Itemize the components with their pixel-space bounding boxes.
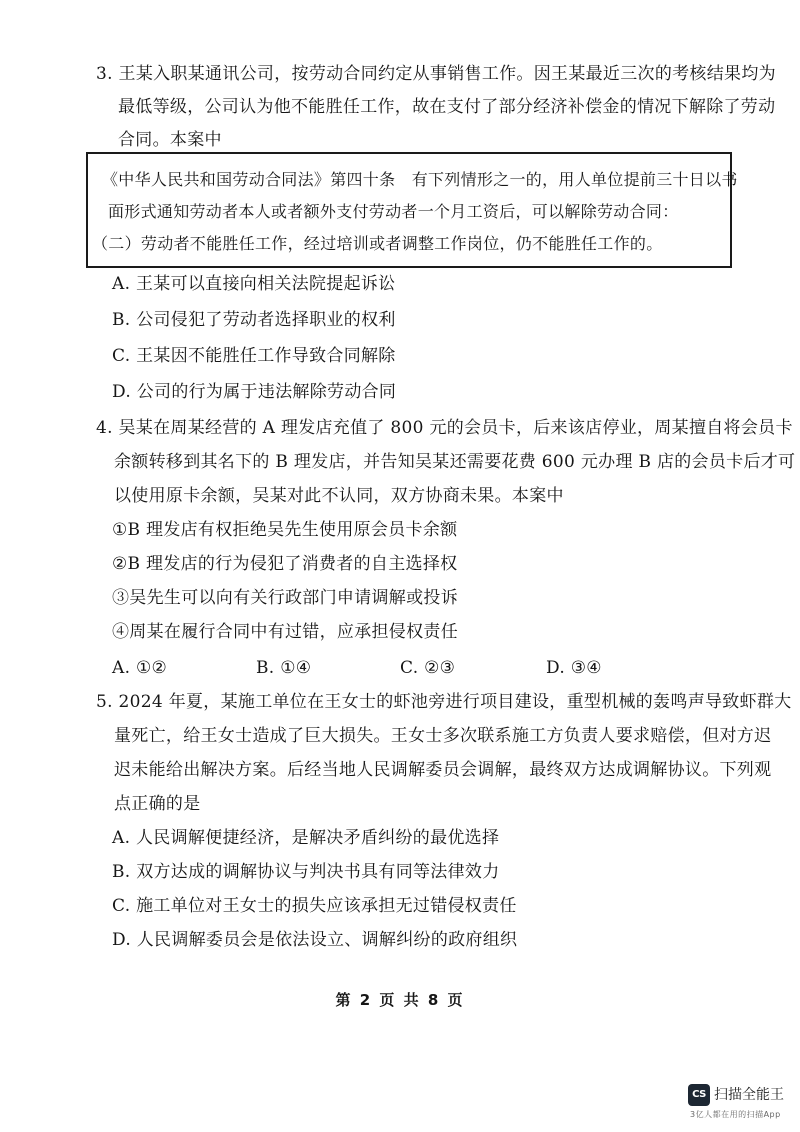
question-5-line-2: 量死亡，给王女士造成了巨大损失。王女士多次联系施工方负责人要求赔偿，但对方迟 <box>114 726 772 746</box>
law-quote-line-3: （二）劳动者不能胜任工作，经过培训或者调整工作岗位，仍不能胜任工作的。 <box>92 234 663 253</box>
question-4-statement-3: ③吴先生可以向有关行政部门申请调解或投诉 <box>112 588 458 608</box>
law-quote-line-2: 面形式通知劳动者本人或者额外支付劳动者一个月工资后，可以解除劳动合同： <box>108 202 679 221</box>
question-4-line-3: 以使用原卡余额，吴某对此不认同，双方协商未果。本案中 <box>114 486 564 506</box>
scanner-watermark <box>688 1084 798 1130</box>
question-3-option-d: D. 公司的行为属于违法解除劳动合同 <box>112 382 397 402</box>
question-3-line-2: 最低等级，公司认为他不能胜任工作，故在支付了部分经济补偿金的情况下解除了劳动 <box>118 97 776 117</box>
question-5-option-b: B. 双方达成的调解协议与判决书具有同等法律效力 <box>112 862 500 882</box>
watermark-title: 扫描全能王 <box>714 1087 784 1103</box>
question-5-line-4: 点正确的是 <box>114 794 201 814</box>
question-4-option-b: B. ①④ <box>256 658 312 678</box>
law-quote-box <box>86 152 738 268</box>
question-3-option-a: A. 王某可以直接向相关法院提起诉讼 <box>112 274 396 294</box>
question-4-option-d: D. ③④ <box>546 658 602 678</box>
camscanner-logo-icon: CS <box>688 1084 710 1106</box>
question-5-line-3: 迟未能给出解决方案。后经当地人民调解委员会调解，最终双方达成调解协议。下列观 <box>114 760 772 780</box>
question-3-option-c: C. 王某因不能胜任工作导致合同解除 <box>112 346 396 366</box>
question-4-line-1: 4. 吴某在周某经营的 A 理发店充值了 800 元的会员卡，后来该店停业，周某擅自将会员卡 <box>96 418 793 438</box>
law-quote-line-1: 《中华人民共和国劳动合同法》第四十条 有下列情形之一的，用人单位提前三十日以书 <box>102 170 738 189</box>
question-5-option-c: C. 施工单位对王女士的损失应该承担无过错侵权责任 <box>112 896 517 916</box>
question-4-statement-2: ②B 理发店的行为侵犯了消费者的自主选择权 <box>112 554 458 574</box>
question-4-option-c: C. ②③ <box>400 658 456 678</box>
question-5-option-d: D. 人民调解委员会是依法设立、调解纠纷的政府组织 <box>112 930 518 950</box>
question-4-statement-4: ④周某在履行合同中有过错，应承担侵权责任 <box>112 622 458 642</box>
question-4-option-a: A. ①② <box>112 658 168 678</box>
question-3-option-b: B. 公司侵犯了劳动者选择职业的权利 <box>112 310 396 330</box>
page-number: 第 2 页 共 8 页 <box>335 991 465 1009</box>
question-3-line-3: 合同。本案中 <box>118 130 222 150</box>
question-4-line-2: 余额转移到其名下的 B 理发店，并告知吴某还需要花费 600 元办理 B 店的会员卡后才可 <box>114 452 796 472</box>
watermark-subtitle: 3亿人都在用的扫描App <box>690 1110 781 1119</box>
question-5-line-1: 5. 2024 年夏，某施工单位在王女士的虾池旁进行项目建设，重型机械的轰鸣声导致虾群大 <box>96 692 792 712</box>
question-3-line-1: 3. 王某入职某通讯公司，按劳动合同约定从事销售工作。因王某最近三次的考核结果均为 <box>96 64 776 84</box>
question-4-statement-1: ①B 理发店有权拒绝吴先生使用原会员卡余额 <box>112 520 458 540</box>
question-5-option-a: A. 人民调解便捷经济，是解决矛盾纠纷的最优选择 <box>112 828 500 848</box>
